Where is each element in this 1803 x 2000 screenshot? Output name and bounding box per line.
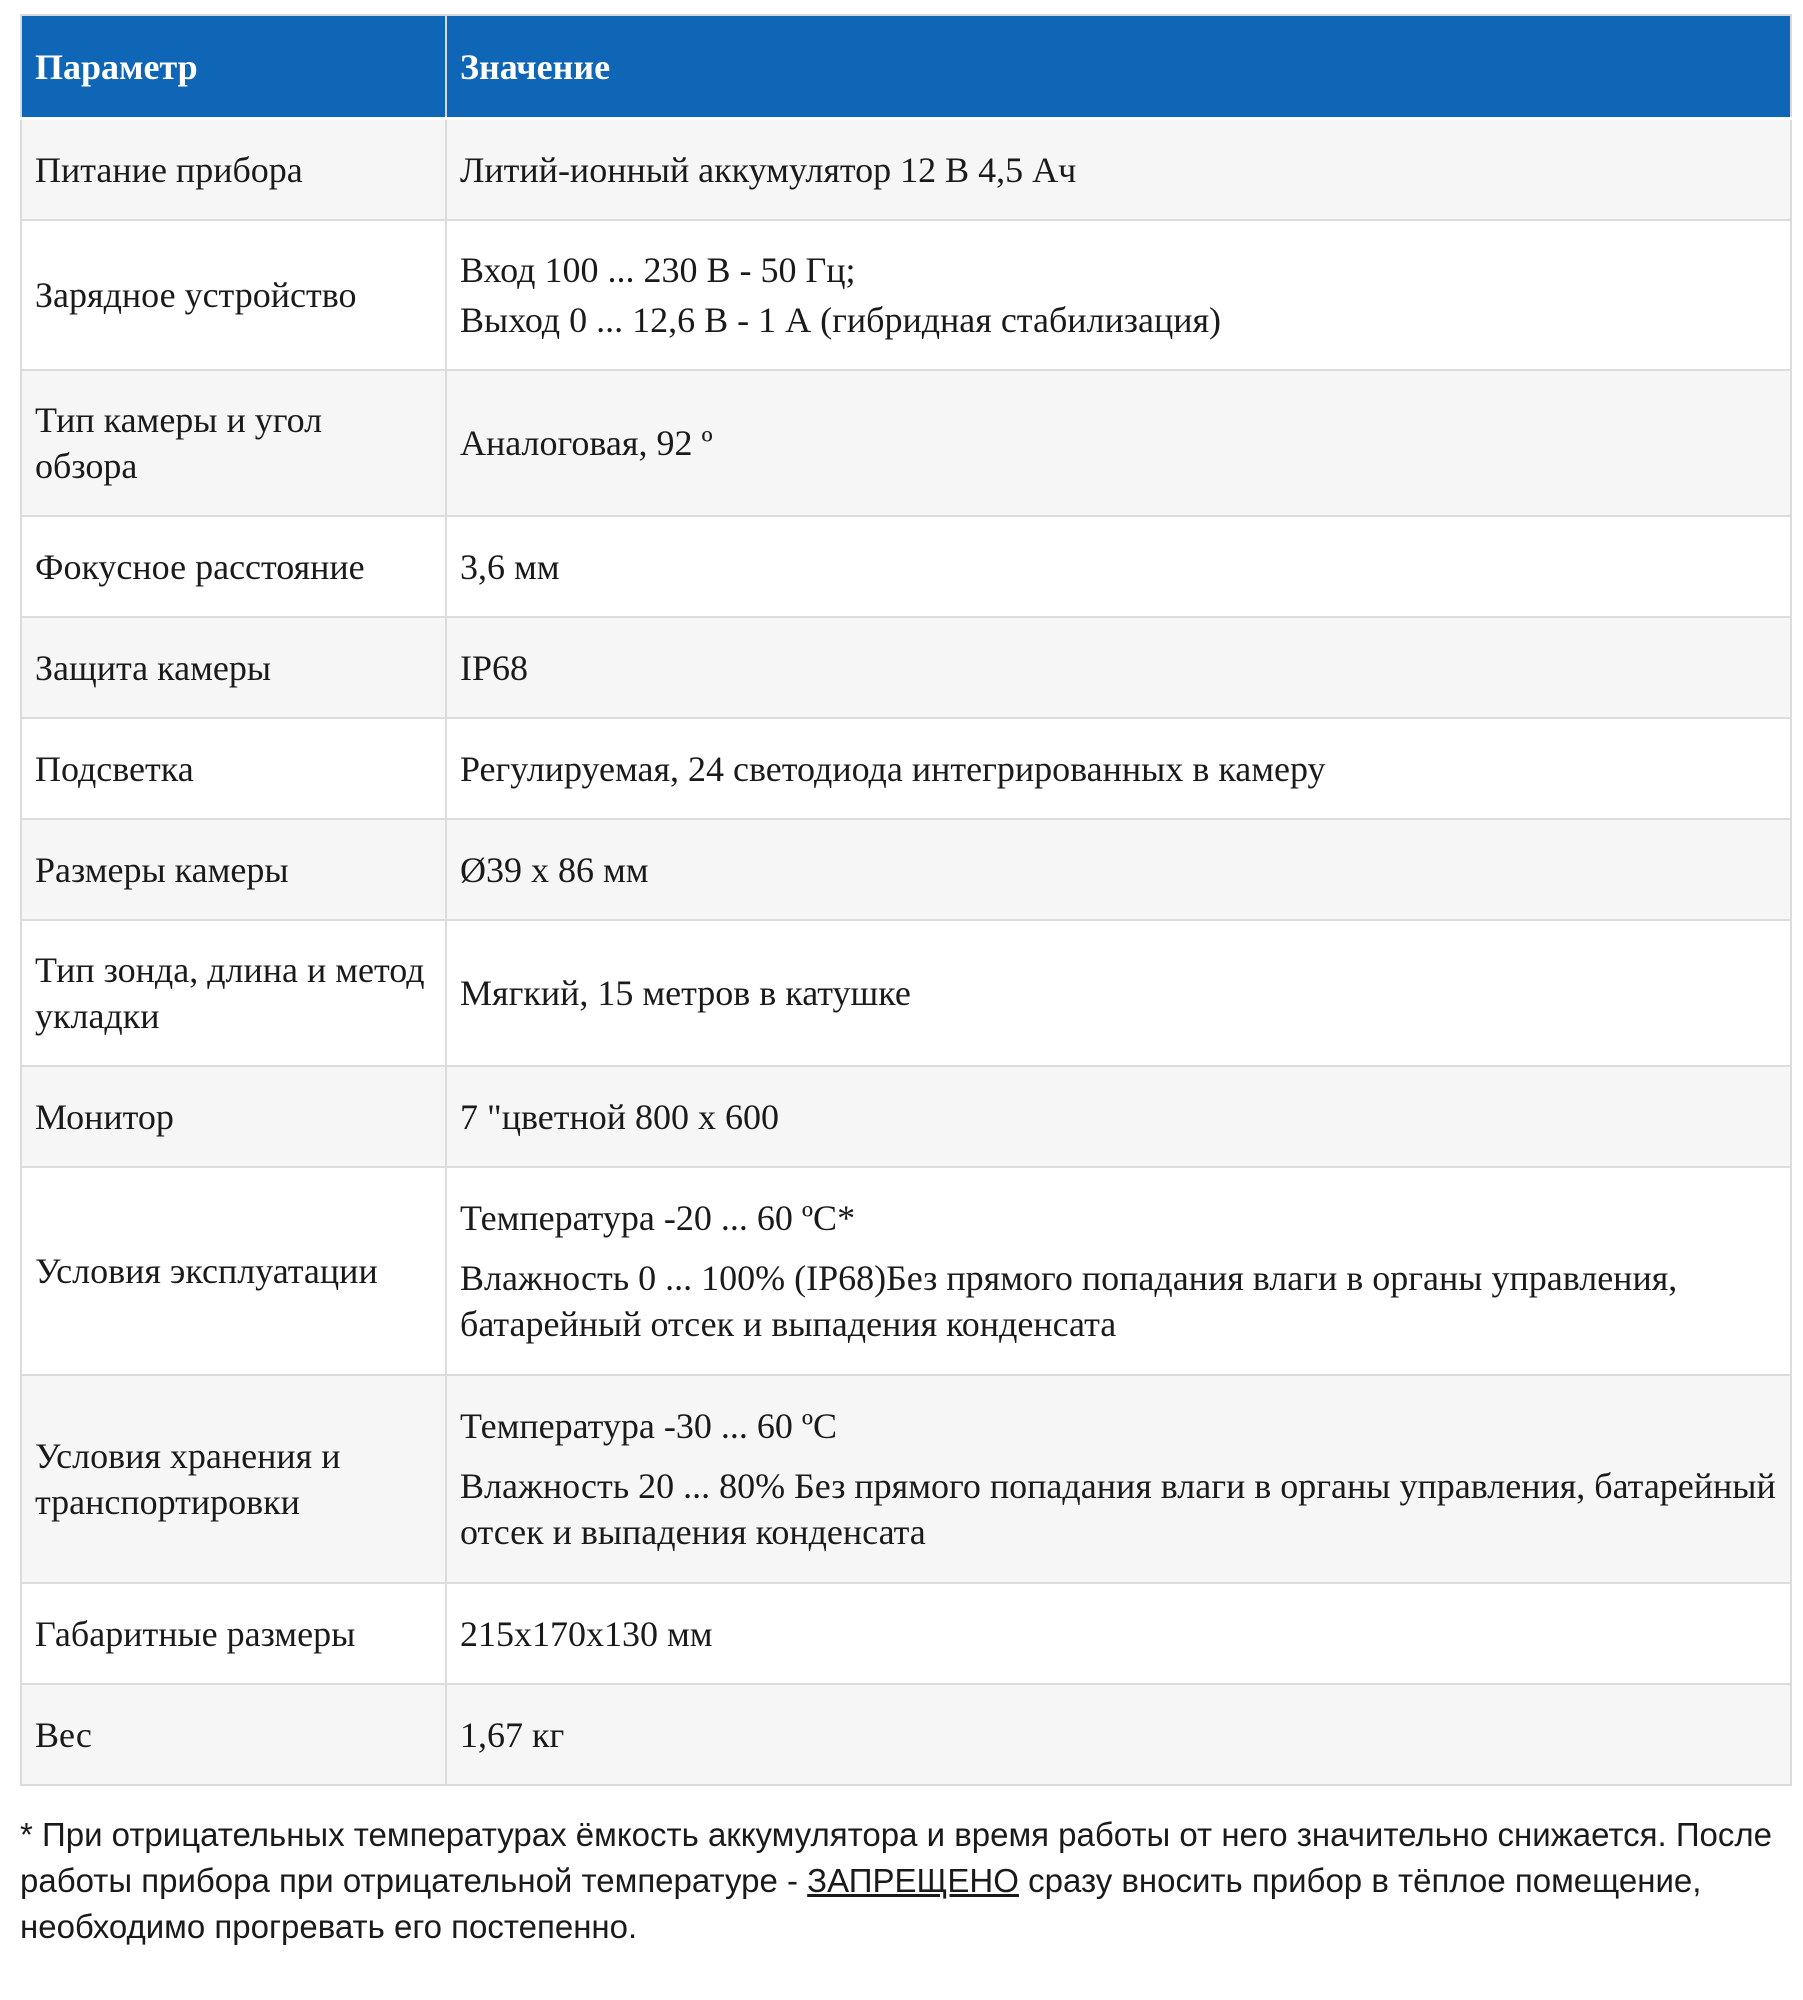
value-line: 3,6 мм: [460, 546, 560, 587]
value-line: 1,67 кг: [460, 1714, 565, 1755]
value-cell: [446, 1684, 1791, 1785]
value-cell: [446, 220, 1791, 370]
footnote: [20, 1812, 1790, 1950]
param-cell: Габаритные размеры: [21, 1583, 446, 1684]
value-cell: [446, 516, 1791, 617]
footnote-emphasis: ЗАПРЕЩЕНО: [807, 1862, 1019, 1899]
table-row: [21, 1684, 1791, 1785]
value-cell: [446, 119, 1791, 221]
table-row: [21, 119, 1791, 221]
header-param: Параметр: [21, 15, 446, 119]
value-cell: [446, 1583, 1791, 1684]
table-row: [21, 1583, 1791, 1684]
value-line: Аналоговая, 92 º: [460, 423, 713, 463]
param-cell: Подсветка: [21, 718, 446, 819]
param-cell: Условия эксплуатации: [21, 1167, 446, 1375]
value-line: Мягкий, 15 метров в катушке: [460, 973, 911, 1013]
value-line: Регулируемая, 24 светодиода интегрированных в камеру: [460, 748, 1326, 789]
param-cell: Зарядное устройство: [21, 220, 446, 370]
specs-page: [20, 14, 1790, 1983]
table-row: [21, 1066, 1791, 1167]
value-cell: [446, 370, 1791, 516]
specifications-table: [20, 14, 1792, 1786]
value-line: 7 "цветной 800 х 600: [460, 1096, 779, 1137]
value-line: Влажность 20 ... 80% Без прямого попадания влаги в органы управления, батарейный отсек и выпадения конденсата: [460, 1466, 1776, 1552]
param-cell: Защита камеры: [21, 617, 446, 718]
table-row: [21, 1375, 1791, 1583]
table-row: [21, 617, 1791, 718]
value-cell: [446, 920, 1791, 1066]
value-cell: [446, 819, 1791, 920]
value-line: IP68: [460, 647, 529, 688]
value-line: 215х170х130 мм: [460, 1613, 713, 1654]
table-header-row: [21, 15, 1791, 119]
value-cell: [446, 1167, 1791, 1375]
param-cell: Фокусное расстояние: [21, 516, 446, 617]
value-cell: [446, 617, 1791, 718]
table-row: [21, 370, 1791, 516]
param-cell: Вес: [21, 1684, 446, 1785]
header-value: Значение: [446, 15, 1791, 119]
table-row: [21, 718, 1791, 819]
value-line: Температура -20 ... 60 ºC*: [460, 1198, 856, 1238]
footnote-text-after: сразу вносить прибор в тёплое помещение, необходимо прогревать его постепенно.: [20, 1862, 1702, 1945]
param-cell: Питание прибора: [21, 119, 446, 221]
value-line: Температура -30 ... 60 ºC: [460, 1406, 838, 1446]
table-row: [21, 920, 1791, 1066]
table-row: [21, 220, 1791, 370]
value-line: Выход 0 ... 12,6 В - 1 А (гибридная стабилизация): [460, 300, 1222, 340]
value-line: Ø39 х 86 мм: [460, 849, 649, 890]
value-cell: [446, 718, 1791, 819]
table-row: [21, 1167, 1791, 1375]
table-row: [21, 516, 1791, 617]
param-cell: Условия хранения и транспортировки: [21, 1375, 446, 1583]
value-line: Влажность 0 ... 100% (IP68)Без прямого попадания влаги в органы управления, батарейный отсек и выпадения конденсата: [460, 1258, 1678, 1344]
param-cell: Размеры камеры: [21, 819, 446, 920]
value-cell: [446, 1375, 1791, 1583]
param-cell: Тип зонда, длина и метод укладки: [21, 920, 446, 1066]
value-cell: [446, 1066, 1791, 1167]
value-line: Вход 100 ... 230 В - 50 Гц;: [460, 250, 856, 290]
table-row: [21, 819, 1791, 920]
value-line: Литий-ионный аккумулятор 12 В 4,5 Ач: [460, 149, 1077, 190]
param-cell: Тип камеры и угол обзора: [21, 370, 446, 516]
param-cell: Монитор: [21, 1066, 446, 1167]
footnote-text-before: * При отрицательных температурах ёмкость аккумулятора и время работы от него значительно снижается. После работы прибора при отрицательной температуре -: [20, 1816, 1773, 1899]
